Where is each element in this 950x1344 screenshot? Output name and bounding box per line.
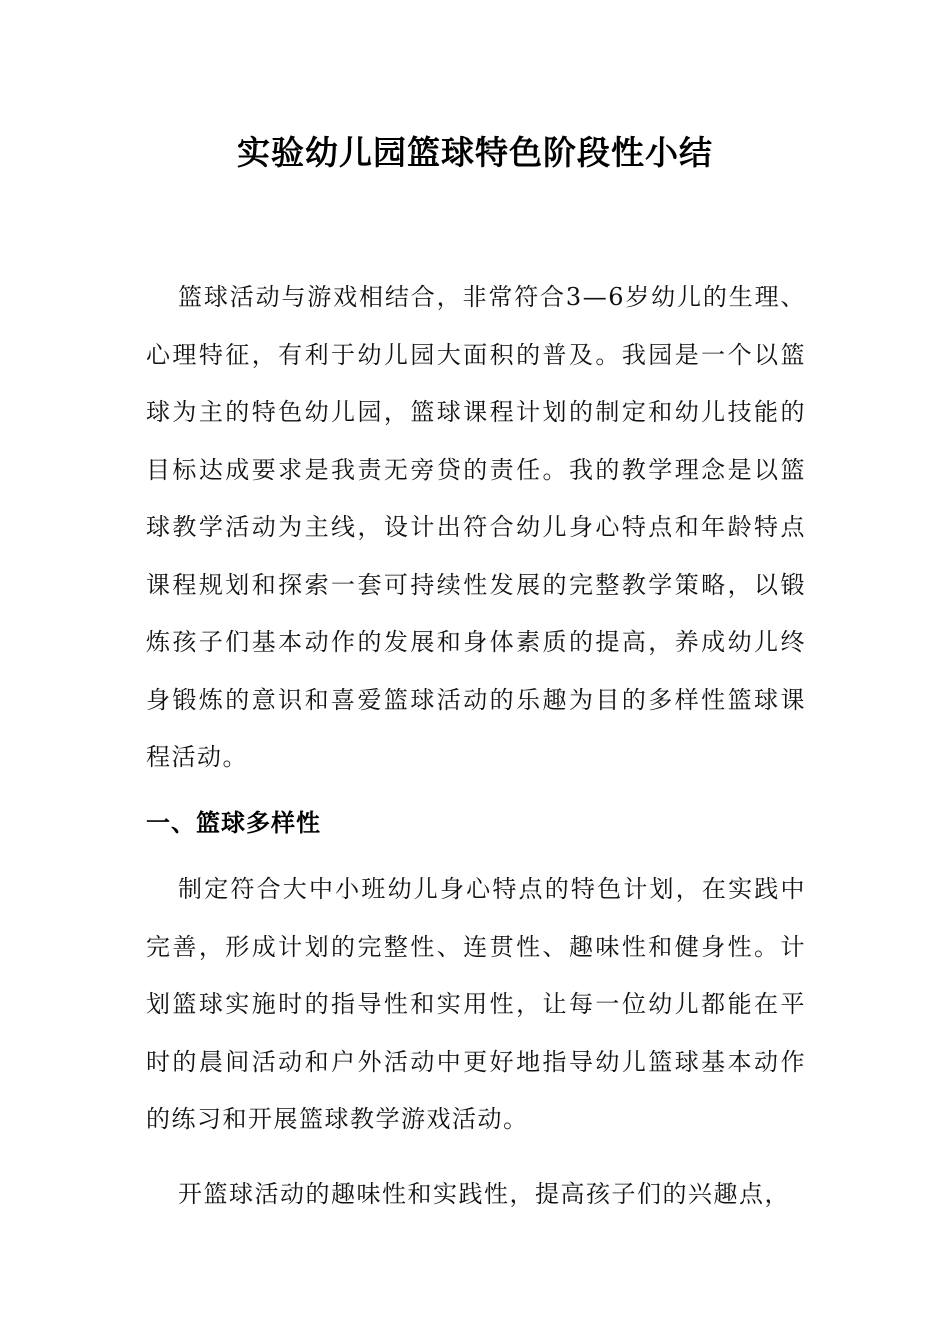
section-paragraph: 制定符合大中小班幼儿身心特点的特色计划，在实践中完善，形成计划的完整性、连贯性、趣味性和健身性。计划篮球实施时的指导性和实用性，让每一位幼儿都能在平时的晨间活动和户外活动中更好地指导幼儿篮球基本动作的练习和开展篮球教学游戏活动。 [146, 875, 806, 1133]
document-title: 实验幼儿园篮球特色阶段性小结 [237, 133, 713, 172]
section-paragraph: 开篮球活动的趣味性和实践性，提高孩子们的兴趣点， [178, 1180, 790, 1208]
intro-paragraph: 篮球活动与游戏相结合，非常符合3—6岁幼儿的生理、心理特征，有利于幼儿园大面积的普及。我园是一个以篮球为主的特色幼儿园，篮球课程计划的制定和幼儿技能的目标达成要求是我责无旁贷的责任。我的教学理念是以篮球教学活动为主线，设计出符合幼儿身心特点和年龄特点课程规划和探索一套可持续性发展的完整教学策略，以锻炼孩子们基本动作的发展和身体素质的提高，养成幼儿终身锻炼的意识和喜爱篮球活动的乐趣为目的多样性篮球课程活动。 [146, 283, 806, 771]
section-heading-diversity: 一、篮球多样性 [146, 809, 321, 837]
